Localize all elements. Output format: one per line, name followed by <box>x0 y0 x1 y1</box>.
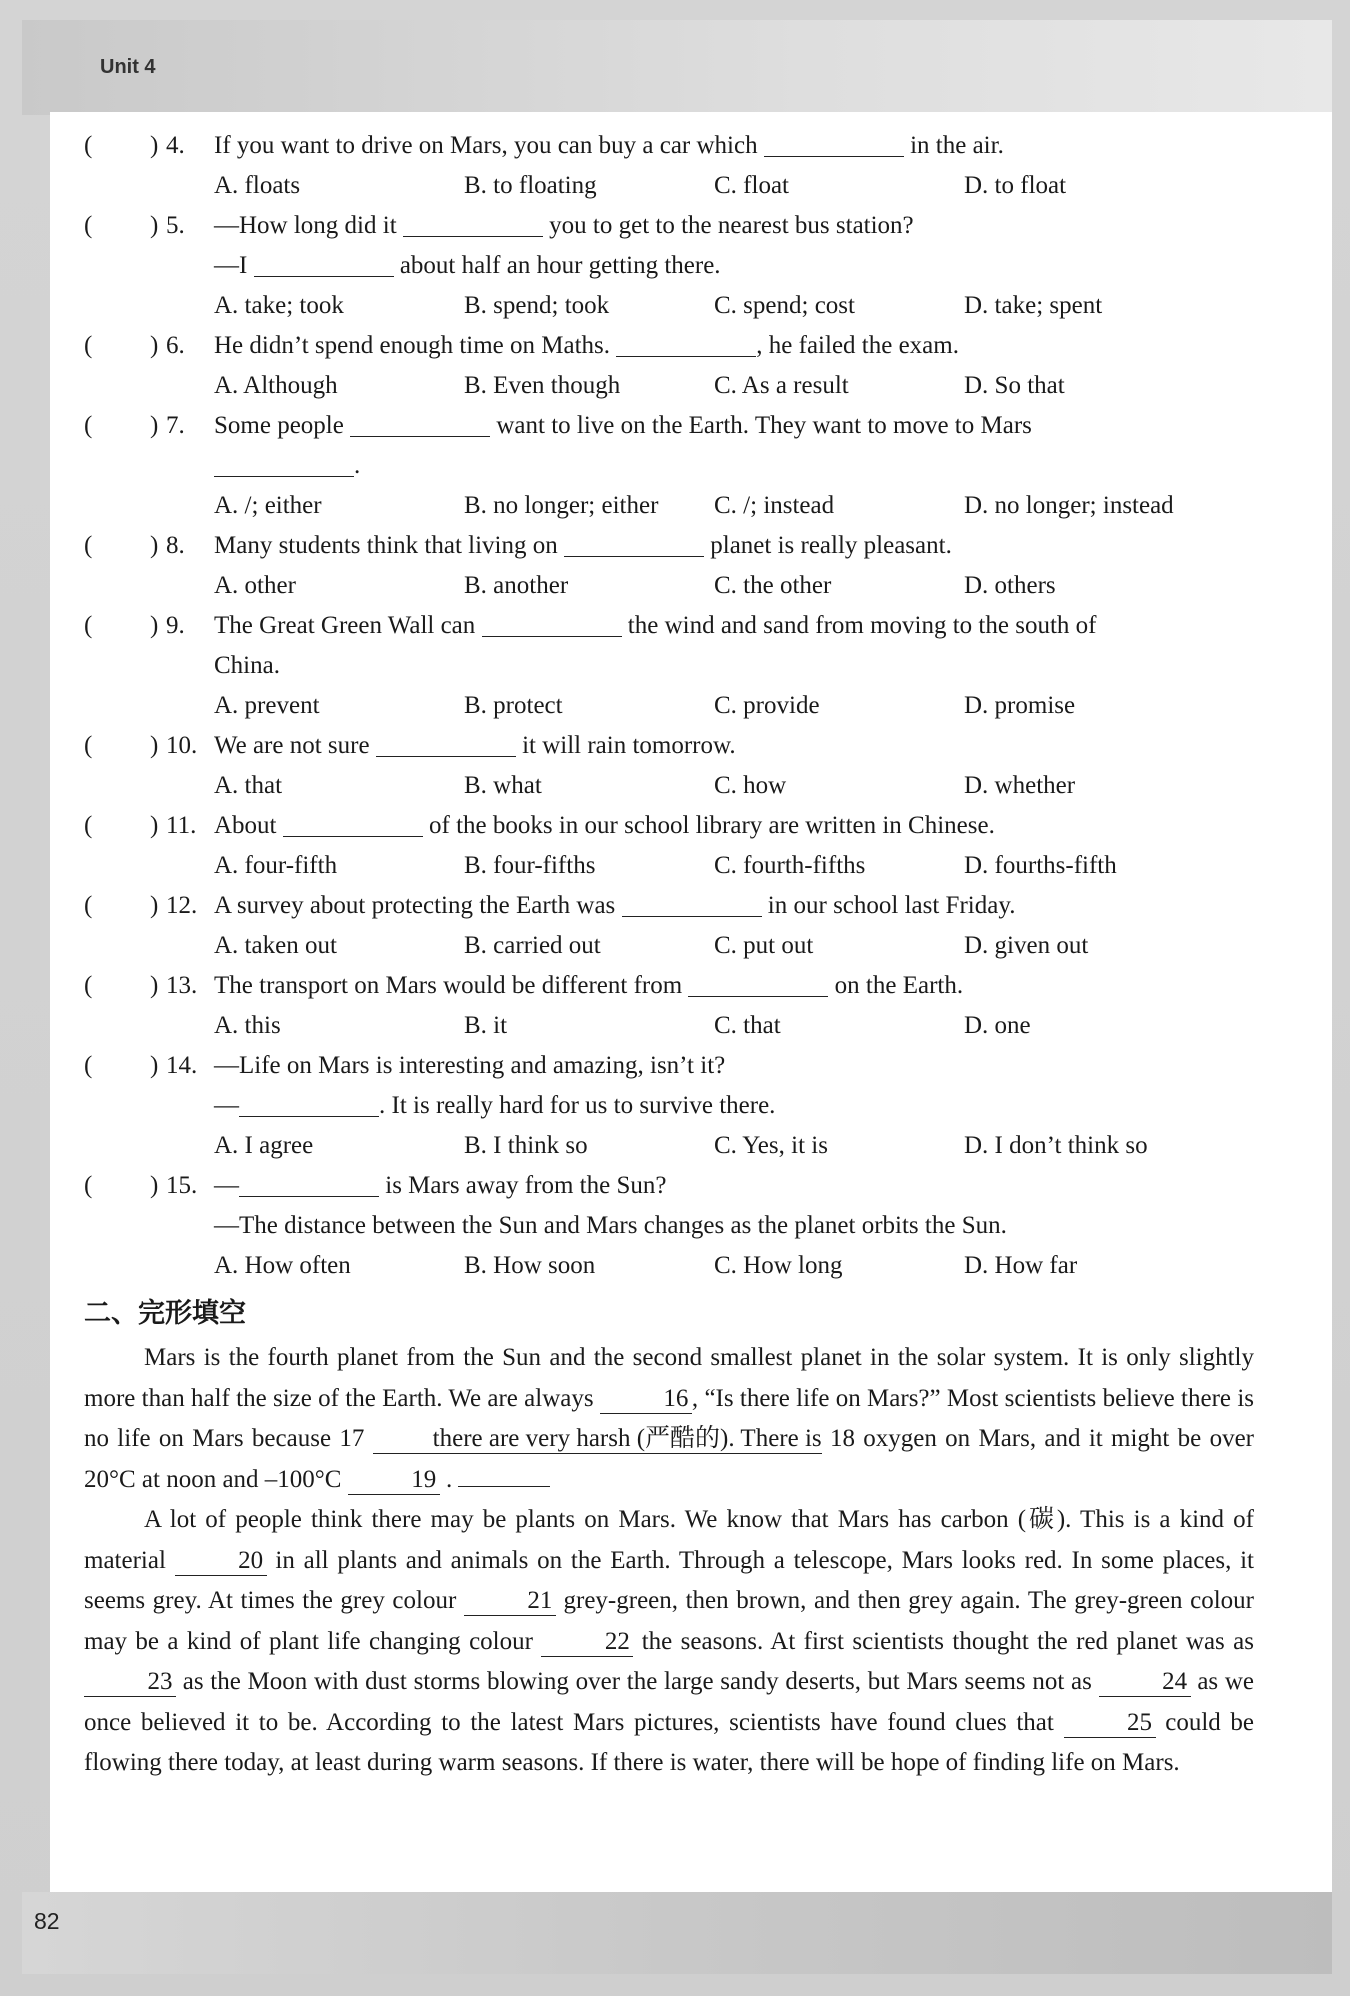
answer-paren-close: ) <box>150 612 159 639</box>
option-c: C. Yes, it is <box>714 1132 828 1159</box>
options-15 <box>84 1246 1254 1286</box>
option-b: B. carried out <box>464 932 601 959</box>
question-6 <box>84 326 1254 366</box>
numbered-blank-17[interactable]: there are very harsh (严酷的). There is <box>373 1425 822 1454</box>
option-d: D. fourths-fifth <box>964 852 1117 879</box>
question-15-line-2: —The distance between the Sun and Mars changes as the planet orbits the Sun. <box>214 1212 1007 1239</box>
answer-blank[interactable] <box>764 132 904 157</box>
question-text: About of the books in our school library are written in Chinese. <box>214 812 995 839</box>
option-a: A. take; took <box>214 292 344 319</box>
question-8 <box>84 526 1254 566</box>
option-c: C. how <box>714 772 787 799</box>
answer-paren-open: ( <box>84 732 93 759</box>
options-4 <box>84 166 1254 206</box>
option-b: B. spend; took <box>464 292 610 319</box>
numbered-blank-21[interactable]: 21 <box>464 1587 556 1616</box>
answer-paren-open: ( <box>84 892 93 919</box>
answer-blank[interactable] <box>350 412 490 437</box>
option-c: C. How long <box>714 1252 843 1279</box>
option-b: B. I think so <box>464 1132 588 1159</box>
question-text: A survey about protecting the Earth was in our school last Friday. <box>214 892 1016 919</box>
question-5-line-2: —I about half an hour getting there. <box>214 252 721 279</box>
question-14-line-2: — . It is really hard for us to survive there. <box>214 1092 776 1119</box>
option-d: D. given out <box>964 932 1089 959</box>
answer-blank[interactable] <box>403 212 543 237</box>
question-9-line-2: China. <box>214 652 280 679</box>
question-4 <box>84 126 1254 166</box>
option-a: A. four-fifth <box>214 852 338 879</box>
option-b: B. another <box>464 572 569 599</box>
question-text: Some people want to live on the Earth. They want to move to Mars <box>214 412 1032 439</box>
answer-paren-open: ( <box>84 1052 93 1079</box>
options-14 <box>84 1126 1254 1166</box>
answer-paren-close: ) <box>150 812 159 839</box>
question-number: 7. <box>166 412 185 439</box>
option-a: A. How often <box>214 1252 351 1279</box>
question-10 <box>84 726 1254 766</box>
question-7-line-2: . <box>84 446 1254 486</box>
option-b: B. to floating <box>464 172 597 199</box>
question-14 <box>84 1046 1254 1086</box>
answer-paren-close: ) <box>150 972 159 999</box>
question-text: The transport on Mars would be different from on the Earth. <box>214 972 964 999</box>
question-text: Many students think that living on planet is really pleasant. <box>214 532 952 559</box>
option-a: A. taken out <box>214 932 337 959</box>
answer-blank[interactable] <box>254 252 394 277</box>
question-text: The Great Green Wall can the wind and sand from moving to the south of <box>214 612 1097 639</box>
option-c: C. /; instead <box>714 492 835 519</box>
option-a: A. that <box>214 772 283 799</box>
option-a: A. /; either <box>214 492 322 519</box>
option-a: A. Although <box>214 372 338 399</box>
answer-paren-open: ( <box>84 332 93 359</box>
options-13 <box>84 1006 1254 1046</box>
option-d: D. promise <box>964 692 1076 719</box>
answer-blank[interactable] <box>214 452 354 477</box>
option-a: A. this <box>214 1012 281 1039</box>
question-number: 11. <box>166 812 197 839</box>
option-d: D. I don’t think so <box>964 1132 1148 1159</box>
option-b: B. what <box>464 772 542 799</box>
answer-paren-open: ( <box>84 812 93 839</box>
answer-blank[interactable] <box>239 1092 379 1117</box>
option-c: C. provide <box>714 692 820 719</box>
option-d: D. take; spent <box>964 292 1103 319</box>
options-7 <box>84 486 1254 526</box>
answer-blank[interactable] <box>616 332 756 357</box>
option-c: C. As a result <box>714 372 849 399</box>
option-b: B. How soon <box>464 1252 596 1279</box>
exercise-content <box>84 126 1254 1784</box>
option-b: B. Even though <box>464 372 621 399</box>
question-11 <box>84 806 1254 846</box>
answer-blank[interactable] <box>376 732 516 757</box>
answer-blank[interactable] <box>239 1172 379 1197</box>
answer-paren-open: ( <box>84 532 93 559</box>
option-a: A. other <box>214 572 296 599</box>
option-b: B. it <box>464 1012 508 1039</box>
option-d: D. others <box>964 572 1056 599</box>
option-b: B. four-fifths <box>464 852 596 879</box>
question-5 <box>84 206 1254 246</box>
question-number: 10. <box>166 732 198 759</box>
question-text: —How long did it you to get to the nearest bus station? <box>214 212 914 239</box>
numbered-blank-25[interactable]: 25 <box>1064 1709 1156 1738</box>
footer-band <box>22 1892 1332 1974</box>
answer-paren-close: ) <box>150 732 159 759</box>
option-c: C. that <box>714 1012 781 1039</box>
option-c: C. fourth-fifths <box>714 852 866 879</box>
question-number: 6. <box>166 332 185 359</box>
numbered-blank-20[interactable]: 20 <box>175 1547 267 1576</box>
numbered-blank-22[interactable]: 22 <box>541 1628 633 1657</box>
answer-paren-close: ) <box>150 212 159 239</box>
answer-paren-close: ) <box>150 532 159 559</box>
options-12 <box>84 926 1254 966</box>
question-number: 9. <box>166 612 185 639</box>
options-6 <box>84 366 1254 406</box>
option-a: A. prevent <box>214 692 320 719</box>
options-8 <box>84 566 1254 606</box>
question-text: We are not sure it will rain tomorrow. <box>214 732 736 759</box>
option-c: C. put out <box>714 932 814 959</box>
option-d: D. whether <box>964 772 1076 799</box>
options-11 <box>84 846 1254 886</box>
option-b: B. protect <box>464 692 563 719</box>
answer-paren-close: ) <box>150 1052 159 1079</box>
numbered-blank-16[interactable]: 16 <box>600 1385 692 1414</box>
question-number: 13. <box>166 972 198 999</box>
answer-blank[interactable] <box>283 812 423 837</box>
question-number: 12. <box>166 892 198 919</box>
question-7 <box>84 406 1254 446</box>
numbered-blank-23[interactable]: 23 <box>84 1668 176 1697</box>
option-d: D. How far <box>964 1252 1078 1279</box>
answer-paren-open: ( <box>84 212 93 239</box>
page-number: 82 <box>34 1908 60 1934</box>
options-10 <box>84 766 1254 806</box>
answer-paren-close: ) <box>150 892 159 919</box>
option-d: D. no longer; instead <box>964 492 1174 519</box>
question-number: 4. <box>166 132 185 159</box>
passage-paragraph-2: A lot of people think there may be plants on Mars. We know that Mars has carbon (碳). This is a kind of material 20 in all plants and animals on the Earth. Through a telescope, Mars looks red. In some places, it seems grey. At times the grey colour 21 grey-green, then brown, and then grey again. The grey-green colour may be a kind of plant life changing colour 22 the seasons. At first scientists thought the red planet was as 23 as the Moon with dust storms blowing over the large sandy deserts, but Mars seems not as 24 as we once believed it to be. According to the latest Mars pictures, scientists have found clues that 25 could be flowing there today, at least during warm seasons. If there is water, there will be hope of finding life on Mars. <box>84 1506 1255 1776</box>
question-15 <box>84 1166 1254 1206</box>
passage-paragraph-1: Mars is the fourth planet from the Sun and the second smallest planet in the solar system. It is only slightly more than half the size of the Earth. We are always 16 , “Is there life on Mars?” Most scientists believe there is no life on Mars because 17 there are very harsh (严酷的). There is 18 oxygen on Mars, and it might be over 20°C at noon and –100°C 19 . <box>84 1344 1254 1493</box>
numbered-blank-19[interactable] <box>458 1486 550 1487</box>
option-d: D. So that <box>964 372 1065 399</box>
option-d: D. to float <box>964 172 1067 199</box>
question-13 <box>84 966 1254 1006</box>
answer-blank[interactable] <box>622 892 762 917</box>
answer-blank[interactable] <box>564 532 704 557</box>
question-number: 8. <box>166 532 185 559</box>
answer-paren-close: ) <box>150 332 159 359</box>
question-9 <box>84 606 1254 646</box>
unit-label: Unit 4 <box>100 56 156 78</box>
options-9 <box>84 686 1254 726</box>
question-12 <box>84 886 1254 926</box>
question-text: —Life on Mars is interesting and amazing, isn’t it? <box>214 1052 726 1079</box>
question-text: If you want to drive on Mars, you can buy a car which in the air. <box>214 132 1004 159</box>
option-a: A. I agree <box>214 1132 314 1159</box>
question-number: 15. <box>166 1172 198 1199</box>
answer-paren-open: ( <box>84 612 93 639</box>
question-number: 14. <box>166 1052 198 1079</box>
numbered-blank-18[interactable]: 19 <box>348 1466 440 1495</box>
section-title-cloze: 二、完形填空 <box>84 1298 246 1329</box>
answer-paren-close: ) <box>150 412 159 439</box>
question-text: He didn’t spend enough time on Maths. , he failed the exam. <box>214 332 959 359</box>
answer-paren-open: ( <box>84 1172 93 1199</box>
option-c: C. float <box>714 172 789 199</box>
answer-paren-open: ( <box>84 412 93 439</box>
answer-blank[interactable] <box>688 972 828 997</box>
question-number: 5. <box>166 212 185 239</box>
answer-paren-open: ( <box>84 132 93 159</box>
option-d: D. one <box>964 1012 1031 1039</box>
answer-paren-close: ) <box>150 1172 159 1199</box>
option-c: C. spend; cost <box>714 292 855 319</box>
answer-paren-open: ( <box>84 972 93 999</box>
numbered-blank-24[interactable]: 24 <box>1099 1668 1191 1697</box>
answer-blank[interactable] <box>482 612 622 637</box>
options-5 <box>84 286 1254 326</box>
option-c: C. the other <box>714 572 832 599</box>
cloze-passage <box>84 1338 1254 1784</box>
header-band <box>22 20 1332 115</box>
answer-paren-close: ) <box>150 132 159 159</box>
option-b: B. no longer; either <box>464 492 659 519</box>
option-a: A. floats <box>214 172 301 199</box>
question-text: — is Mars away from the Sun? <box>214 1172 667 1199</box>
